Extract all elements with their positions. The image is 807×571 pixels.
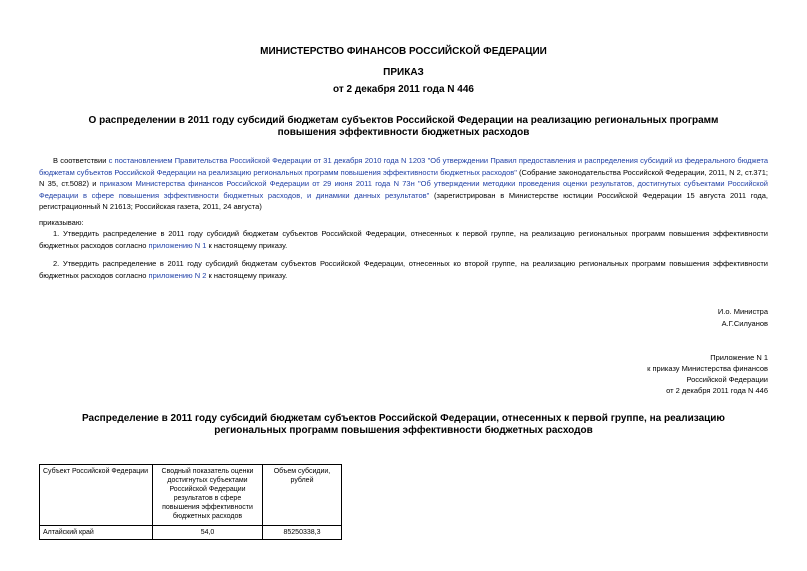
distribution-title: Распределение в 2011 году субсидий бюджетам субъектов Российской Федерации, отнесенных к первой группе, на реализацию региональных программ повышения эффективности бюджетных расходов <box>82 413 725 436</box>
ministry-name: МИНИСТЕРСТВО ФИНАНСОВ РОССИЙСКОЙ ФЕДЕРАЦИИ <box>260 46 547 57</box>
intro-text-1: В соответствии <box>53 156 109 165</box>
ministry-order-link[interactable]: приказом Министерства финансов Российской Федерации от 29 июня 2011 года N 73н "Об утверждении методики проведения оценки результатов, достигнутых субъектами Российской Федерации в сфере повышения эффективности бюджетных расходов, и динамики данных результатов" <box>39 179 768 200</box>
column-header-subject: Субъект Российской Федерации <box>40 465 153 526</box>
item-2-paragraph <box>39 258 768 281</box>
document-type: ПРИКАЗ <box>383 67 424 78</box>
document-date: от 2 декабря 2011 года N 446 <box>333 84 474 95</box>
table-cell-region: Алтайский край <box>40 526 153 540</box>
signatory-name: А.Г.Силуанов <box>721 318 768 328</box>
document-subject: О распределении в 2011 году субсидий бюджетам субъектов Российской Федерации на реализацию региональных программ повышения эффективности бюджетных расходов <box>88 115 719 138</box>
intro-text-2: (Собрание законодательства Российской Федерации, 2011, N 2, ст.371; N 35, ст.5082) и <box>39 167 768 188</box>
signatory-position: И.о. Министра <box>717 307 768 316</box>
appendix-line-4: от 2 декабря 2011 года N 446 <box>666 386 768 395</box>
appendix-line-1: Приложение N 1 <box>710 353 768 362</box>
order-word: приказываю: <box>39 218 84 227</box>
intro-paragraph <box>39 155 768 213</box>
intro-text-3: (зарегистрирован в Министерстве юстиции Российской Федерации 15 августа 2011 года, регистрационный N 21613; Российская газета, 2011, 24 августа) <box>39 190 768 211</box>
table-cell-indicator: 54,0 <box>153 526 263 540</box>
signature-block <box>568 306 768 329</box>
table-header-row <box>40 465 342 526</box>
item-2-tail: к настоящему приказу. <box>206 270 288 280</box>
item-1-text: 1. Утвердить распределение в 2011 году субсидий бюджетам субъектов Российской Федерации, отнесенных к первой группе, на реализацию региональных программ повышения эффективности бюджетных расходов согласно <box>39 229 768 250</box>
item-1-tail: к настоящему приказу. <box>206 240 288 250</box>
appendix-line-2: к приказу Министерства финансов <box>647 364 768 373</box>
appendix-line-3: Российской Федерации <box>686 375 768 384</box>
government-decree-link[interactable]: с постановлением Правительства Российской Федерации от 31 декабря 2010 года N 1203 "Об утверждении Правил предоставления и распределения субсидий из федерального бюджета бюджетам субъектов Российской Федерации на реализацию региональных программ повышения эффективности бюджетных расходов" <box>39 156 768 177</box>
column-header-amount: Объем субсидии, рублей <box>263 465 342 526</box>
item-2-text: 2. Утвердить распределение в 2011 году субсидий бюджетам субъектов Российской Федерации, отнесенных ко второй группе, на реализацию региональных программ повышения эффективности бюджетных расходов согласно <box>39 259 768 280</box>
item-1-paragraph <box>39 228 768 251</box>
appendix-2-link[interactable]: приложению N 2 <box>148 270 207 280</box>
appendix-header <box>548 352 768 396</box>
table-row <box>40 526 342 540</box>
table-cell-amount: 85250338,3 <box>263 526 342 540</box>
subsidy-table <box>39 464 342 540</box>
column-header-indicator: Сводный показатель оценки достигнутых субъектами Российской Федерации результатов в сфере повышения эффективности бюджетных расходов <box>153 465 263 526</box>
appendix-1-link[interactable]: приложению N 1 <box>148 240 207 250</box>
